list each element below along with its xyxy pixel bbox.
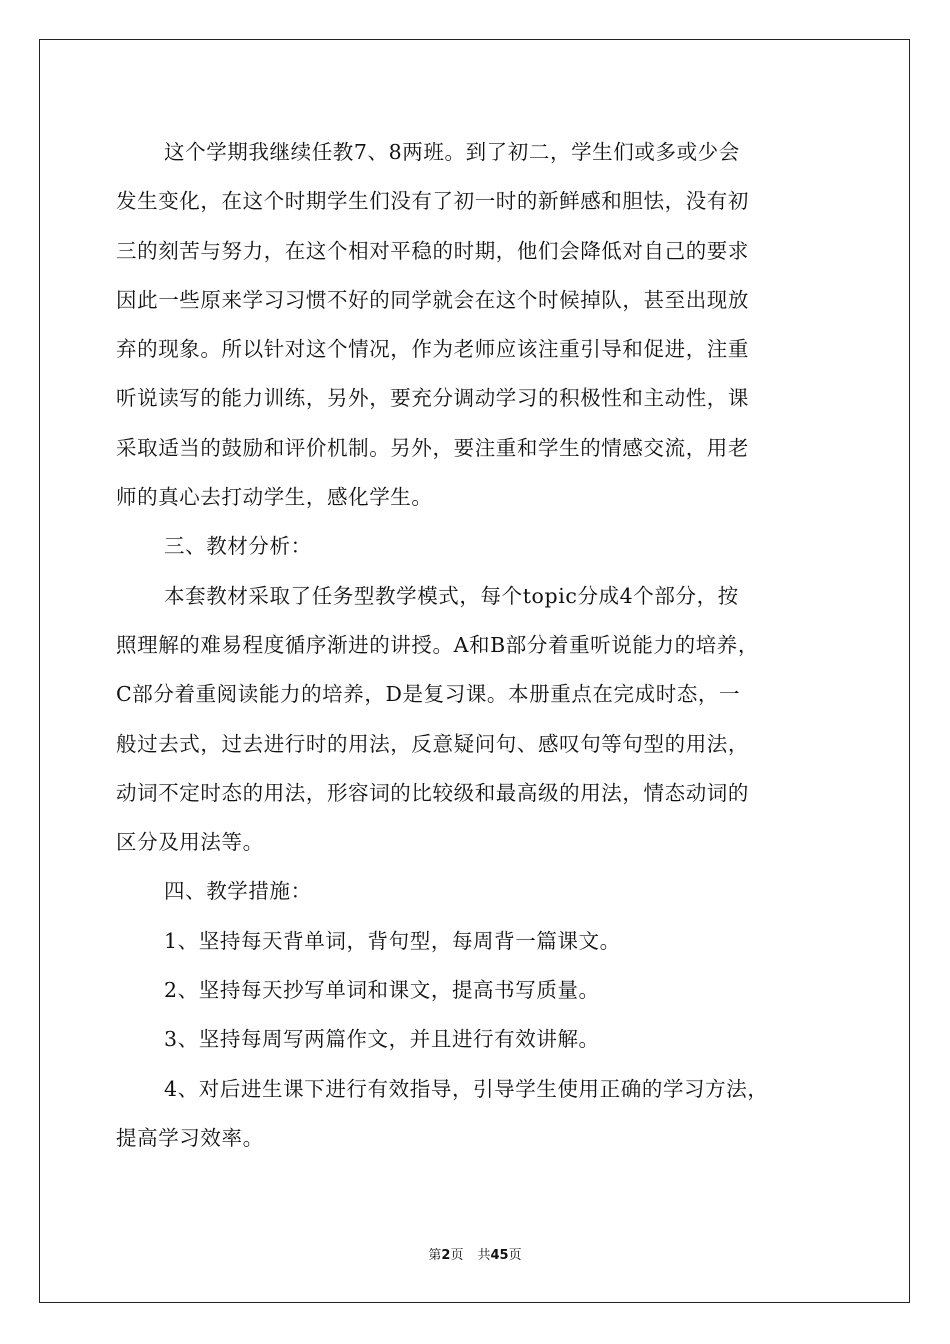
section-heading: 四、教学措施： xyxy=(164,879,312,904)
paragraph-line: 弃的现象。所以针对这个情况，作为老师应该注重引导和促进，注重 xyxy=(116,337,749,362)
list-item: 3、坚持每周写两篇作文，并且进行有效讲解。 xyxy=(164,1027,600,1052)
list-item-continuation: 提高学习效率。 xyxy=(116,1125,264,1150)
paragraph-line: 采取适当的鼓励和评价机制。另外，要注重和学生的情感交流，用老 xyxy=(116,435,749,460)
paragraph-line: 区分及用法等。 xyxy=(116,830,264,855)
paragraph-line: 般过去式，过去进行时的用法，反意疑问句、感叹句等句型的用法， xyxy=(116,731,749,756)
paragraph-line: 师的真心去打动学生，感化学生。 xyxy=(116,485,433,510)
paragraph-line: 三的刻苦与努力，在这个相对平稳的时期，他们会降低对自己的要求 xyxy=(116,238,749,263)
section-heading: 三、教材分析： xyxy=(164,534,312,559)
paragraph-line: 发生变化，在这个时期学生们没有了初一时的新鲜感和胆怯，没有初 xyxy=(116,189,749,214)
footer-total-pages: 45 xyxy=(490,1248,509,1263)
footer-page-suffix: 页 xyxy=(450,1248,464,1263)
paragraph-line: 因此一些原来学习习惯不好的同学就会在这个时候掉队，甚至出现放 xyxy=(116,287,749,312)
list-item: 4、对后进生课下进行有效指导，引导学生使用正确的学习方法， xyxy=(164,1076,769,1101)
paragraph-line: 动词不定时态的用法，形容词的比较级和最高级的用法，情态动词的 xyxy=(116,780,749,805)
paragraph-line: 听说读写的能力训练，另外，要充分调动学习的积极性和主动性，课 xyxy=(116,386,749,411)
footer-page-number: 2 xyxy=(441,1248,451,1263)
footer-total-suffix: 页 xyxy=(508,1248,522,1263)
list-item: 1、坚持每天背单词，背句型，每周背一篇课文。 xyxy=(164,928,621,953)
footer-page-prefix: 第 xyxy=(428,1248,442,1263)
paragraph-line: 照理解的难易程度循序渐进的讲授。A和B部分着重听说能力的培养， xyxy=(116,632,759,657)
page-footer xyxy=(0,1244,950,1263)
paragraph-line: 这个学期我继续任教7、8两班。到了初二，学生们或多或少会 xyxy=(164,140,740,164)
document-body xyxy=(116,128,836,1163)
paragraph-line: C部分着重阅读能力的培养，D是复习课。本册重点在完成时态，一 xyxy=(116,682,741,707)
list-item: 2、坚持每天抄写单词和课文，提高书写质量。 xyxy=(164,978,600,1003)
paragraph-line: 本套教材采取了任务型教学模式，每个topic分成4个部分，按 xyxy=(164,583,739,608)
footer-total-prefix: 共 xyxy=(477,1248,491,1263)
